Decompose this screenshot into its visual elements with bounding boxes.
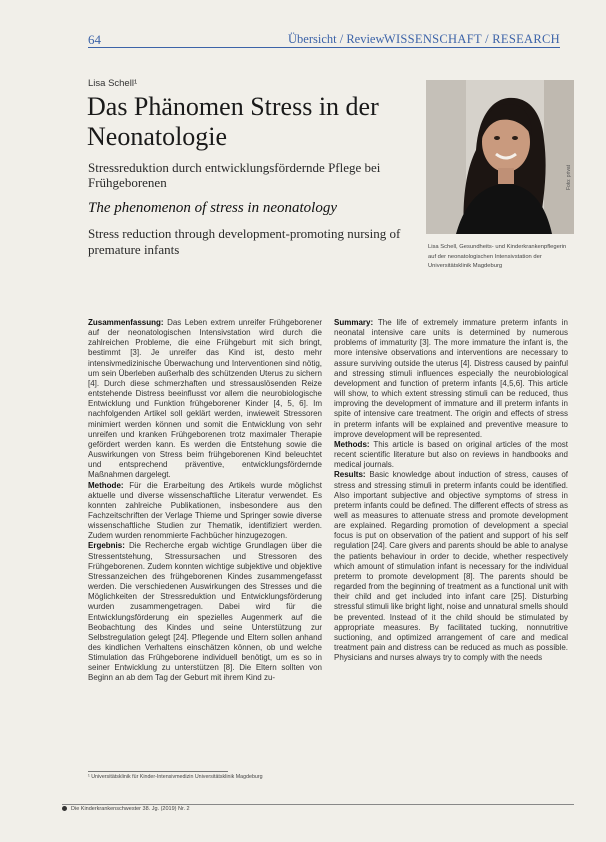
article-subtitle-en: Stress reduction through development-promoting nursing of premature infants xyxy=(88,226,401,257)
photo-credit: Foto: privat xyxy=(566,164,572,190)
header-rule xyxy=(88,47,560,48)
methods-text-de: Für die Erarbeitung des Artikels wurde möglichst aktuelle und diverse wissenschaftliche Literatur verwendet. Es konnten zahlreiche Publikationen, insbesondere aus den Fachzeitschriften der Verlage Thieme und Springer sowie diverse wissenschaftliche Studien zur Thematik, identifiziert werden. Zudem wurden renommierte Fachbücher hinzugezogen. xyxy=(88,480,322,541)
author-photo xyxy=(426,80,574,234)
results-label-de: Ergebnis: xyxy=(88,541,125,551)
summary-paragraph-de xyxy=(88,318,322,481)
footer-rule xyxy=(62,804,574,805)
running-header xyxy=(88,30,560,50)
footnote-rule xyxy=(88,771,228,772)
results-text-en: Basic knowledge about induction of stress, causes of stress and stressing stimuli in preterm infants could be identified. Also important subjective and objective symptoms of stress in preterm infants could be defined. The different effects of stress as well as measures to attenuate stress and promote development are explained. Regarding promotion of development a special focus is put on observation of the patient and support of his self regulation [24]. Care givers and parents should be able to analyse the patients behaviour in order to decide, whether respectively which amount of stimulation infant is necessary for the individual preterm to promote development [8]. The parents should be regarded from the beginning of treatment as a functional unit with their child and get included into infant care [25]. Disturbing stressful stimuli like bright light, noise and unnatural smells should be prevented. Instead of it the child should be stimulated by appropriate measures. By facilitated tucking, nonnutritive suctioning, and optimized arrangement of care and medical treatment pain and distress can be reduced as much as possible. Physicians and nurses always try to comply with the needs xyxy=(334,470,568,663)
results-paragraph-de xyxy=(88,541,322,683)
article-subtitle-de: Stressreduktion durch entwicklungsfördernde Pflege bei Frühgeborenen xyxy=(88,160,381,190)
methods-text-en: This article is based on original articles of the most recent scientific literature but also on reviews in handbooks and medical journals. xyxy=(334,439,568,470)
methods-label-en: Methods: xyxy=(334,439,370,449)
results-label-en: Results: xyxy=(334,470,366,480)
article-title: Das Phänomen Stress in der Neonatologie xyxy=(87,92,379,151)
methods-paragraph-en xyxy=(334,440,568,470)
methods-paragraph-de xyxy=(88,481,322,542)
abstract-german xyxy=(88,318,322,684)
journal-citation: Die Kinderkrankenschwester 38. Jg. (2019) Nr. 2 xyxy=(71,806,190,812)
category-label: WISSENSCHAFT / RESEARCH xyxy=(383,32,560,46)
abstract-english xyxy=(334,318,568,663)
bullet-icon xyxy=(62,806,67,811)
photo-caption: Lisa Schell, Gesundheits- und Kinderkrankenpflegerin auf der neonatologischen Intensivstation der Universitätsklinik Magdeburg xyxy=(428,244,567,269)
summary-text-de: Das Leben extrem unreifer Frühgeborener auf der neonatologischen Intensivstation wird durch die zahlreichen Probleme, die eine Frühgeburt mit sich bringt, bestimmt [3]. Je unreifer das Kind ist, desto mehr intensivmedizinische Überwachung und Interventionen sind nötig, um sein Überleben außerhalb des schützenden Uterus zu sichern [4]. Durch diese schmerzhaften und stressauslösenden Reize entstehende Distress beeinflusst vor allem die neurobiologische Entwicklung und Funktion frühgeborener Kinder [4, 5, 6]. Im nachfolgenden Artikel soll geklärt werden, inwieweit Stressoren minimiert werden können und somit die Entwicklung von sehr unreifen und kranken Frühgeborenen trotz maximaler Therapie gefördert werden kann. Es werden die Entstehung sowie die Auswirkungen von Stress beim frühgeborenen Kind beleuchtet und entsprechend präventive, entwicklungsfördernde Maßnahmen dargelegt. xyxy=(88,318,322,480)
summary-text-en: The life of extremely immature preterm infants in neonatal intensive care units is determined by numerous problems of immaturity [3]. The more immature the infant is, the more intensive observations and interventions are necessary to assure surviving outside the uterus [4]. Distress caused by painful and stressing stimuli influences especially the neurobiological development and function of preterm infants [4,5,6]. This article will show, to which extent stressing stimuli can be reduced, thus improving the development of immature and ill preterm infants in spite of intensive care treatment. The origin and effects of stress in preterm infants will be explained and preventive measure to improve development will be represented. xyxy=(334,318,569,439)
results-paragraph-en xyxy=(334,470,568,663)
section-label: Übersicht / Review xyxy=(288,32,385,46)
summary-label-de: Zusammenfassung: xyxy=(88,318,164,327)
article-title-en: The phenomenon of stress in neonatology xyxy=(88,200,338,216)
author-name: Lisa Schell¹ xyxy=(88,78,138,89)
summary-paragraph-en xyxy=(334,318,568,440)
affiliation-footnote: ¹ Universitätsklinik für Kinder-Intensivmedizin Universitätsklinik Magdeburg xyxy=(88,774,263,780)
page-footer xyxy=(62,806,190,812)
page-number: 64 xyxy=(88,32,101,47)
summary-label-en: Summary: xyxy=(334,318,374,327)
methods-label-de: Methode: xyxy=(88,480,124,490)
results-text-de: Die Recherche ergab wichtige Grundlagen über die Stressentstehung, Stressursachen und Stressoren des Frühgeborenen. Zudem konnten wichtige subjektive und objektive Stressanzeichen des frühgeborenen Kindes zusammengefasst werden. Die verschiedenen Auswirkungen des Stresses und die Möglichkeiten der Stressreduktion und Entwicklungsförderung wurden zusammengetragen. Dabei wird für die Entwicklungsförderung ein spezielles Augenmerk auf die Beobachtung des Kindes und seine Unterstützung zur Selbstregulation gelegt [24]. Pflegende und Eltern sollen anhand des kindlichen Verhaltens einschätzen können, ob und welche Stimulation das Frühgeborene individuell benötigt, um es so in seiner Entwicklung zu unterstützen [8]. Die Eltern sollten von Beginn an ab dem Tag der Geburt mit ihrem Kind zu- xyxy=(88,541,322,683)
author-portrait-image xyxy=(426,80,574,234)
